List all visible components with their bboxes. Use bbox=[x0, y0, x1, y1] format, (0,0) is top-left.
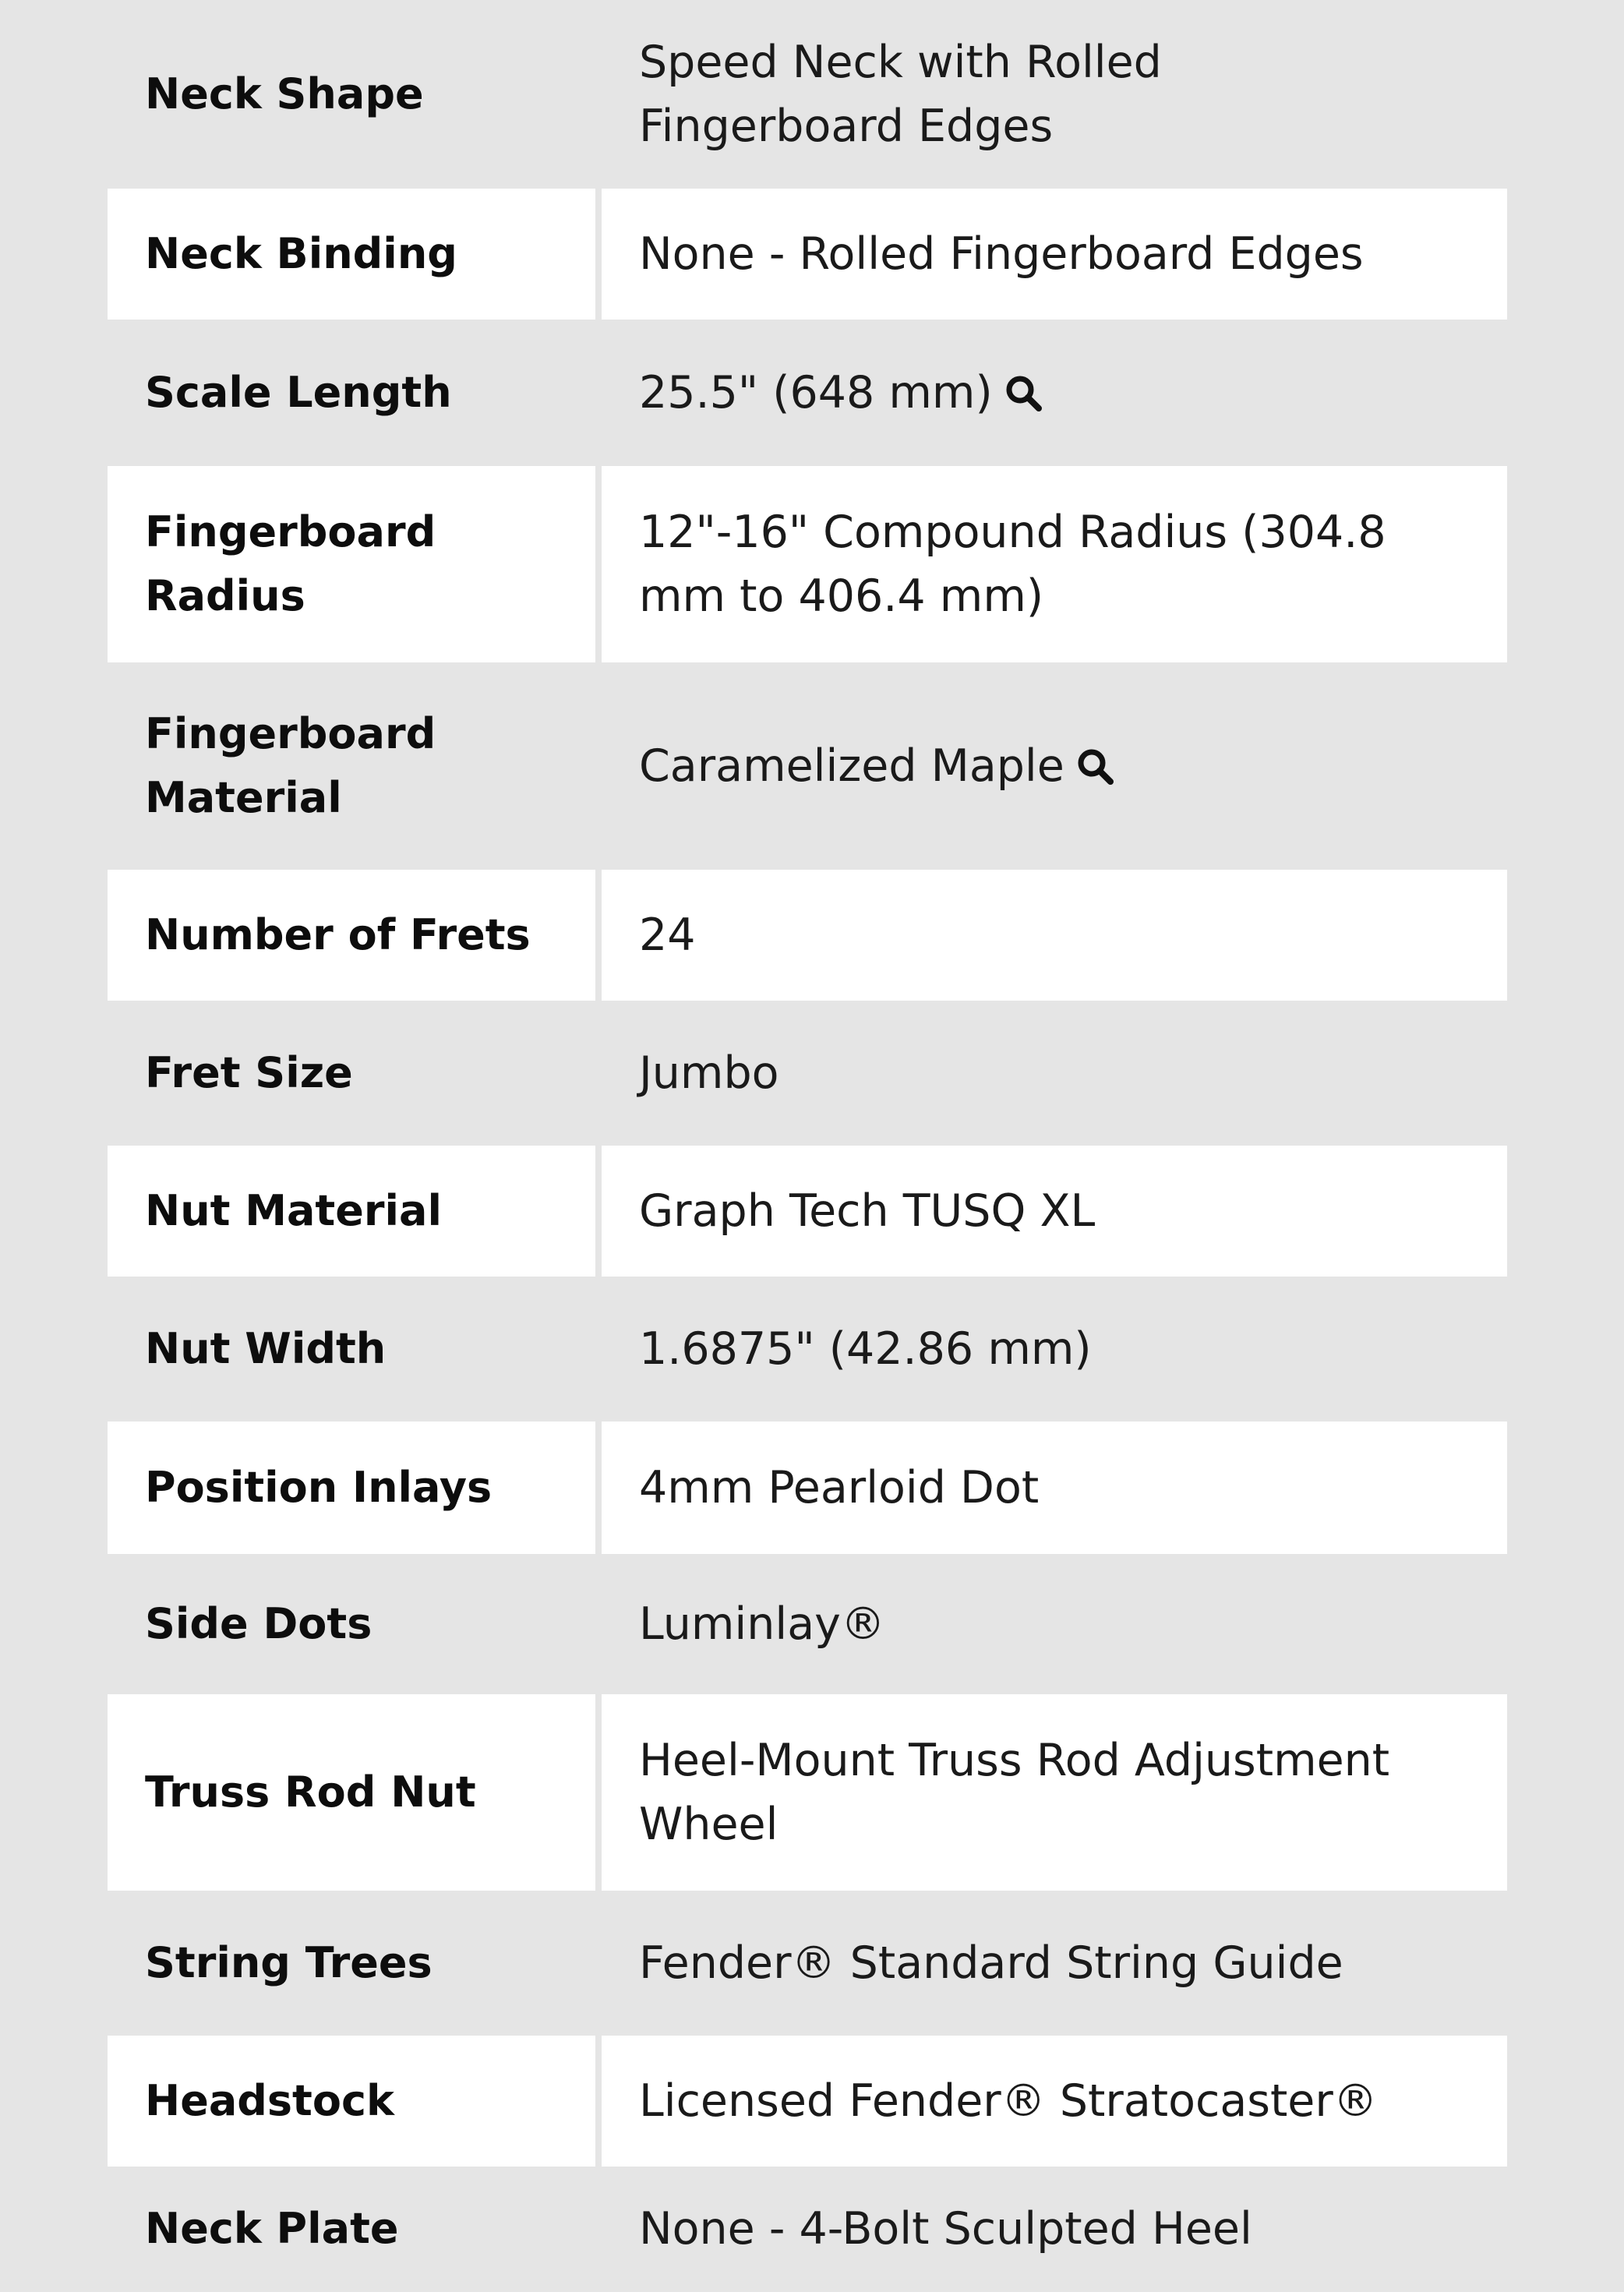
spec-value bbox=[602, 1001, 1507, 1146]
spec-value-text: Licensed Fender® Stratocaster® bbox=[639, 2075, 1378, 2127]
spec-row-fingerboard-radius bbox=[108, 466, 1507, 662]
spec-value bbox=[602, 1146, 1507, 1277]
spec-value bbox=[602, 1891, 1507, 2036]
spec-value-text: Speed Neck with Rolled Fingerboard Edges bbox=[639, 37, 1162, 152]
spec-label: Neck Binding bbox=[108, 189, 595, 320]
spec-row-position-inlays bbox=[108, 1421, 1507, 1554]
spec-value bbox=[602, 320, 1507, 466]
spec-value-text: Graph Tech TUSQ XL bbox=[639, 1185, 1096, 1237]
spec-row-neck-plate bbox=[108, 2167, 1507, 2291]
spec-value-text: 25.5" (648 mm) bbox=[639, 367, 993, 418]
spec-value-text: 1.6875" (42.86 mm) bbox=[639, 1323, 1092, 1375]
spec-row-number-of-frets bbox=[108, 870, 1507, 1001]
spec-row-nut-material bbox=[108, 1146, 1507, 1277]
spec-label: Side Dots bbox=[108, 1554, 595, 1694]
spec-label: Neck Plate bbox=[108, 2167, 595, 2291]
spec-table bbox=[108, 0, 1507, 2291]
spec-value-text: 4mm Pearloid Dot bbox=[639, 1462, 1040, 1513]
spec-row-headstock bbox=[108, 2036, 1507, 2167]
spec-row-truss-rod-nut bbox=[108, 1694, 1507, 1891]
spec-label: Position Inlays bbox=[108, 1421, 595, 1554]
spec-label: Truss Rod Nut bbox=[108, 1694, 595, 1891]
spec-value bbox=[602, 2167, 1507, 2291]
search-icon[interactable] bbox=[1004, 373, 1043, 412]
spec-value bbox=[602, 1554, 1507, 1694]
spec-label: Nut Width bbox=[108, 1277, 595, 1421]
spec-value bbox=[602, 2036, 1507, 2167]
spec-label: Headstock bbox=[108, 2036, 595, 2167]
spec-value-text: Jumbo bbox=[639, 1047, 779, 1099]
spec-value-text: Heel-Mount Truss Rod Adjustment Wheel bbox=[639, 1735, 1390, 1850]
spec-row-neck-shape bbox=[108, 0, 1507, 189]
spec-label: Neck Shape bbox=[108, 0, 595, 189]
spec-row-nut-width bbox=[108, 1277, 1507, 1421]
spec-value bbox=[602, 189, 1507, 320]
spec-row-neck-binding bbox=[108, 189, 1507, 320]
spec-label: Fingerboard Material bbox=[108, 662, 595, 870]
spec-row-fingerboard-material bbox=[108, 662, 1507, 870]
spec-row-string-trees bbox=[108, 1891, 1507, 2036]
spec-value-text: 24 bbox=[639, 909, 696, 961]
spec-label: Number of Frets bbox=[108, 870, 595, 1001]
spec-label: Nut Material bbox=[108, 1146, 595, 1277]
spec-value-text: None - Rolled Fingerboard Edges bbox=[639, 228, 1364, 280]
spec-value bbox=[602, 466, 1507, 662]
spec-value bbox=[602, 870, 1507, 1001]
spec-value-text: Caramelized Maple bbox=[639, 740, 1064, 792]
spec-value bbox=[602, 0, 1507, 189]
search-icon[interactable] bbox=[1075, 747, 1114, 786]
spec-value bbox=[602, 662, 1507, 870]
spec-label: Fret Size bbox=[108, 1001, 595, 1146]
spec-label: String Trees bbox=[108, 1891, 595, 2036]
spec-row-side-dots bbox=[108, 1554, 1507, 1694]
spec-label: Scale Length bbox=[108, 320, 595, 466]
spec-value bbox=[602, 1277, 1507, 1421]
spec-value bbox=[602, 1421, 1507, 1554]
spec-row-fret-size bbox=[108, 1001, 1507, 1146]
spec-value bbox=[602, 1694, 1507, 1891]
spec-value-text: 12"-16" Compound Radius (304.8 mm to 406.4 mm) bbox=[639, 507, 1386, 622]
spec-value-text: None - 4-Bolt Sculpted Heel bbox=[639, 2203, 1252, 2255]
spec-value-text: Luminlay® bbox=[639, 1598, 885, 1650]
spec-label: Fingerboard Radius bbox=[108, 466, 595, 662]
spec-value-text: Fender® Standard String Guide bbox=[639, 1937, 1343, 1989]
spec-row-scale-length bbox=[108, 320, 1507, 466]
